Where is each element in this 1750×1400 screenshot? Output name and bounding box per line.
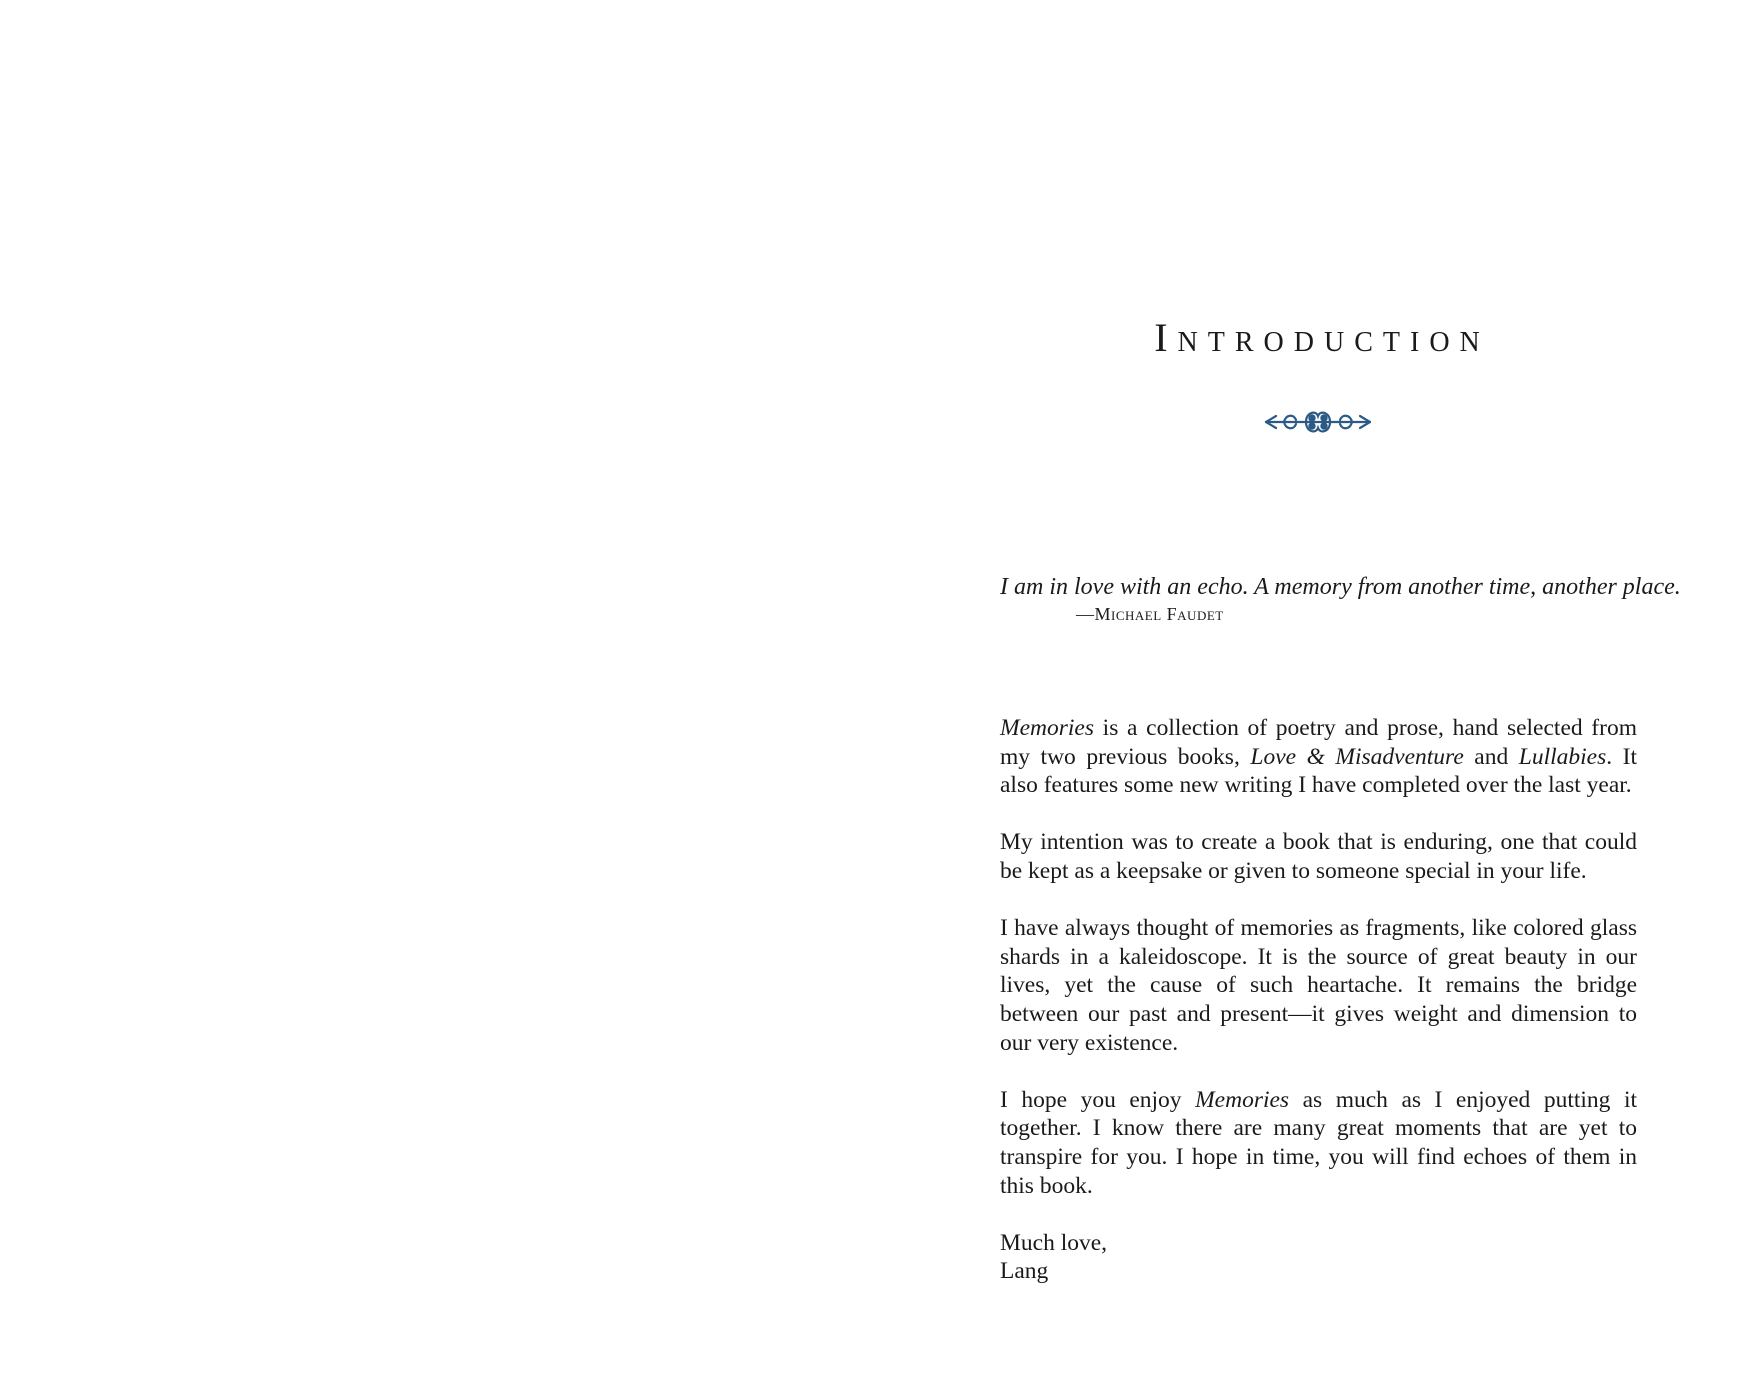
paragraph-1-text-c: . It also features some new writing I have completed over the last year. xyxy=(1000,743,1637,799)
fleuron-ornament-icon xyxy=(1262,406,1374,438)
epigraph-quote: I am in love with an echo. A memory from another time, another place. xyxy=(1000,574,1681,600)
book-title-memories: Memories xyxy=(1000,715,1094,741)
book-title-memories: Memories xyxy=(1195,1086,1290,1113)
paragraph-4-text-b: as much as I enjoyed putting it together. I know there are many great moments that are yet to transpire for you. I hope in time, you will find echoes of them in this book. xyxy=(1000,1086,1637,1199)
paragraph-4-text-a: I hope you enjoy xyxy=(1000,1086,1196,1113)
book-title-love-misadventure: Love & Misadventure xyxy=(1250,743,1464,770)
paragraph-2: My intention was to create a book that is enduring, one that could be kept as a keepsake or given to someone special in your life. xyxy=(1000,829,1637,884)
paragraph-1 xyxy=(1000,714,1637,800)
closing-line: Much love, xyxy=(1000,1229,1108,1256)
paragraph-1-text-b: and xyxy=(1463,743,1519,770)
paragraph-3: I have always thought of memories as fragments, like colored glass shards in a kaleidoscope. It is the source of great beauty in our lives, yet the cause of such heartache. It remains the bridge between our past and present—it gives weight and dimension to our very existence. xyxy=(1000,915,1637,1056)
paragraph-1-text-a: is a collection of poetry and prose, hand selected from my two previous books, xyxy=(1000,715,1637,770)
book-title-lullabies: Lullabies xyxy=(1518,743,1607,770)
epigraph xyxy=(1000,572,1681,626)
signoff xyxy=(1000,1229,1637,1286)
paragraph-4 xyxy=(1000,1086,1637,1200)
introduction-body xyxy=(1000,714,1637,1314)
page-title: Introduction xyxy=(1154,315,1490,360)
signature: Lang xyxy=(1000,1258,1049,1285)
epigraph-attribution: —Michael Faudet xyxy=(1076,604,1224,624)
